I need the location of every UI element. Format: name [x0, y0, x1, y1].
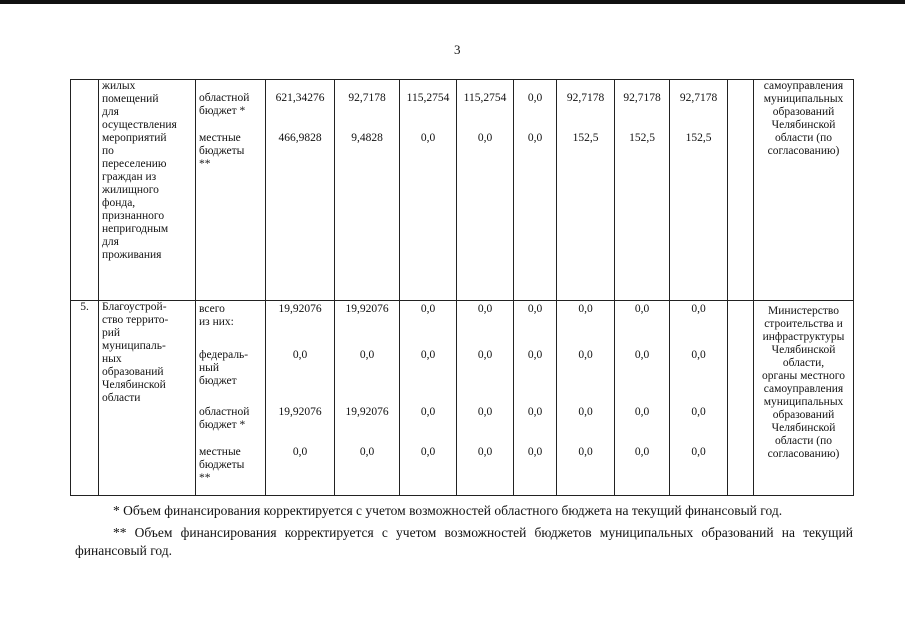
amount-value: 19,92076	[278, 303, 322, 315]
measure-name-line: жилищного	[102, 184, 159, 196]
amount-value: 0,0	[420, 303, 436, 315]
amount-value: 92,7178	[679, 92, 718, 104]
amount-value: 0,0	[477, 349, 493, 361]
amount-value: 0,0	[691, 303, 706, 315]
funding-source-line: ный	[199, 362, 220, 374]
funding-source-line: бюджеты	[199, 459, 245, 471]
measure-name-line: жилых	[102, 80, 136, 92]
amount-cell	[400, 80, 457, 301]
responsible-party	[754, 301, 854, 496]
funding-source-line: федераль-	[199, 349, 249, 361]
measure-name-line: непригодным	[102, 223, 169, 235]
amount-value: 621,34276	[275, 92, 325, 104]
amount-value: 0,0	[527, 92, 543, 104]
amount-value: 0,0	[477, 406, 493, 418]
measure-name-line: фонда,	[102, 197, 136, 209]
amount-value: 0,0	[634, 406, 650, 418]
amount-cell	[615, 80, 670, 301]
funding-source-line: бюджет *	[199, 105, 246, 117]
amount-value: 0,0	[527, 446, 543, 458]
amount-cell	[557, 301, 615, 496]
measure-name	[99, 301, 196, 496]
funding-source-line: всего	[199, 303, 225, 315]
responsible-line: области (по	[774, 435, 833, 447]
responsible-line: согласованию)	[767, 448, 840, 460]
funding-source-line: бюджет *	[199, 419, 246, 431]
responsible-line: области (по	[774, 132, 833, 144]
amount-value: 152,5	[685, 132, 712, 144]
funding-source-line: областной	[199, 92, 250, 104]
amount-value: 115,2754	[406, 92, 450, 104]
responsible-line: муниципальных	[763, 93, 844, 105]
amount-value: 0,0	[527, 406, 543, 418]
amount-value: 0,0	[578, 406, 593, 418]
responsible-line: строительства и	[764, 318, 843, 330]
row-index: 5.	[71, 301, 99, 496]
responsible-party	[754, 80, 854, 301]
measure-name-line: осуществления	[102, 119, 177, 131]
responsible-line: Министерство	[768, 305, 839, 317]
responsible-line: Челябинской	[771, 119, 836, 131]
measure-name-line: образований	[102, 366, 164, 378]
amount-value: 0,0	[420, 349, 436, 361]
amount-value: 0,0	[527, 349, 543, 361]
amount-value: 19,92076	[278, 406, 322, 418]
amount-value: 0,0	[292, 446, 308, 458]
responsible-line: согласованию)	[767, 145, 840, 157]
amount-cell	[457, 301, 514, 496]
footnote-regional-budget: * Объем финансирования корректируется с учетом возможностей областного бюджета на текущий финансовый год.	[113, 503, 783, 518]
amount-cell	[670, 80, 728, 301]
responsible-line: Челябинской	[771, 422, 836, 434]
funding-source-line: областной	[199, 406, 250, 418]
funding-source-line: бюджет	[199, 375, 237, 387]
amount-value: 0,0	[527, 132, 543, 144]
measure-name-line: признанного	[102, 210, 165, 222]
page-number: 3	[454, 42, 461, 57]
empty-cell	[728, 301, 754, 496]
amount-cell	[400, 301, 457, 496]
measure-name-line: для	[102, 236, 119, 248]
amount-value: 92,7178	[623, 92, 661, 104]
amount-value: 466,9828	[278, 132, 322, 144]
amount-value: 92,7178	[348, 92, 386, 104]
measure-name-line: Челябинской	[102, 379, 166, 391]
amount-cell	[514, 301, 557, 496]
responsible-line: самоуправления	[763, 80, 844, 92]
measure-name-line: для	[102, 106, 119, 118]
footnotes	[75, 502, 853, 564]
measure-name-line: по	[102, 145, 114, 157]
funding-source-line: местные	[199, 446, 241, 458]
responsible-line: самоуправления	[763, 383, 844, 395]
responsible-line: Челябинской	[771, 344, 836, 356]
budget-table	[70, 79, 854, 496]
amount-value: 0,0	[634, 349, 650, 361]
amount-value: 0,0	[691, 349, 706, 361]
amount-value: 92,7178	[566, 92, 605, 104]
funding-source-line: местные	[199, 132, 241, 144]
funding-source-line: **	[199, 472, 211, 484]
measure-name-line: рий	[102, 327, 121, 339]
amount-cell	[457, 80, 514, 301]
amount-value: 19,92076	[345, 303, 389, 315]
amount-cell	[266, 80, 335, 301]
footnote-local-budgets: ** Объем финансирования корректируется с учетом возможностей бюджетов муниципальных образований на текущий финансовый год.	[75, 525, 853, 558]
responsible-line: образований	[772, 106, 835, 118]
row-index	[71, 80, 99, 301]
funding-source	[196, 301, 266, 496]
amount-value: 0,0	[477, 446, 493, 458]
amount-value: 0,0	[578, 303, 593, 315]
amount-cell	[557, 80, 615, 301]
measure-name-line: Благоустрой-	[102, 301, 167, 313]
measure-name-line: граждан из	[102, 171, 157, 183]
funding-source-line: из них:	[199, 316, 234, 328]
amount-value: 0,0	[527, 303, 543, 315]
amount-value: 0,0	[634, 446, 650, 458]
responsible-line: области,	[782, 357, 825, 369]
measure-name-line: помещений	[102, 93, 159, 105]
funding-source-line: бюджеты	[199, 145, 245, 157]
amount-cell	[335, 80, 400, 301]
measure-name-line: проживания	[102, 249, 162, 261]
amount-value: 0,0	[691, 446, 706, 458]
amount-value: 0,0	[578, 349, 593, 361]
amount-value: 0,0	[359, 349, 375, 361]
responsible-line: инфраструктуры	[762, 331, 845, 343]
amount-cell	[670, 301, 728, 496]
measure-name-line: области	[102, 392, 141, 404]
funding-source-line: **	[199, 158, 211, 170]
amount-value: 19,92076	[345, 406, 389, 418]
table-row	[71, 80, 854, 301]
top-border-line	[0, 0, 905, 4]
amount-value: 0,0	[477, 303, 493, 315]
amount-value: 0,0	[420, 446, 436, 458]
amount-value: 152,5	[572, 132, 599, 144]
amount-value: 0,0	[691, 406, 706, 418]
empty-cell	[728, 80, 754, 301]
measure-name-line: муниципаль-	[102, 340, 166, 352]
amount-cell	[514, 80, 557, 301]
measure-name-line: ство террито-	[102, 314, 169, 326]
responsible-line: муниципальных	[763, 396, 844, 408]
amount-cell	[335, 301, 400, 496]
measure-name-line: ных	[102, 353, 122, 365]
amount-value: 0,0	[420, 406, 436, 418]
amount-value: 0,0	[292, 349, 308, 361]
amount-value: 152,5	[629, 132, 655, 144]
amount-cell	[266, 301, 335, 496]
measure-name	[99, 80, 196, 301]
amount-value: 9,4828	[351, 132, 383, 144]
amount-value: 0,0	[634, 303, 650, 315]
measure-name-line: мероприятий	[102, 132, 167, 144]
funding-source	[196, 80, 266, 301]
amount-value: 0,0	[578, 446, 593, 458]
responsible-line: органы местного	[762, 370, 845, 382]
amount-value: 0,0	[477, 132, 493, 144]
measure-name-line: переселению	[102, 158, 167, 170]
amount-cell	[615, 301, 670, 496]
table-row	[71, 301, 854, 496]
amount-value: 0,0	[420, 132, 436, 144]
amount-value: 0,0	[359, 446, 375, 458]
responsible-line: образований	[772, 409, 835, 421]
amount-value: 115,2754	[463, 92, 507, 104]
